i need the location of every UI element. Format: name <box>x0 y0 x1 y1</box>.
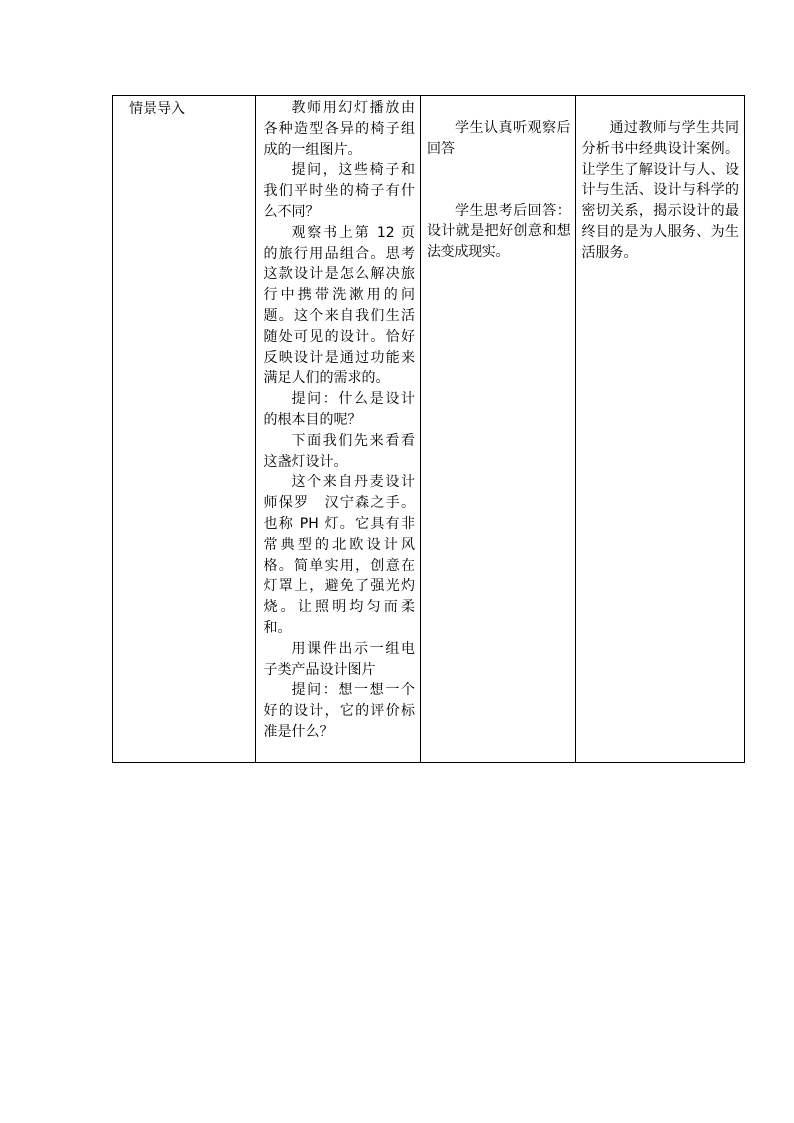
student-paragraph: 学生思考后回答：设计就是把好创意和想法变成现实。 <box>426 202 571 261</box>
student-activity-cell <box>420 96 575 763</box>
stage-cell <box>113 96 256 763</box>
teacher-paragraph: 提问：想一想一个好的设计，它的评价标准是什么？ <box>263 682 415 740</box>
design-intent-paragraph: 通过教师与学生共同分析书中经典设计案例。让学生了解设计与人、设计与生活、设计与科学的密切关系，揭示设计的最终目的是为人服务、为生活服务。 <box>581 120 739 261</box>
teacher-activity-cell <box>256 96 421 763</box>
stage-label: 情景导入 <box>129 101 185 117</box>
teacher-paragraph: 这个来自丹麦设计师保罗 汉宁森之手。也称 PH 灯。它具有非常典型的北欧设计风格。简单实用，创意在灯罩上，避免了强光灼烧。让照明均匀而柔和。 <box>263 474 415 636</box>
teacher-paragraph: 下面我们先来看看这盏灯设计。 <box>263 432 415 470</box>
design-intent-cell <box>576 96 745 763</box>
teacher-paragraph: 用课件出示一组电子类产品设计图片 <box>263 640 415 678</box>
paragraph-spacer <box>427 160 570 201</box>
teacher-paragraph: 提问：什么是设计的根本目的呢？ <box>263 391 415 428</box>
teacher-paragraph: 教师用幻灯播放由各种造型各异的椅子组成的一组图片。 <box>263 100 415 158</box>
teacher-paragraph: 提问，这些椅子和我们平时坐的椅子有什么不同？ <box>263 162 415 220</box>
lesson-plan-table <box>112 95 745 763</box>
table-row <box>113 96 745 763</box>
teacher-paragraph: 观察书上第 12 页的旅行用品组合。思考这款设计是怎么解决旅行中携带洗漱用的问题。这个来自我们生活随处可见的设计。恰好反映设计是通过功能来满足人们的需求的。 <box>263 224 415 387</box>
student-paragraph: 学生认真听观察后回答 <box>426 120 571 157</box>
